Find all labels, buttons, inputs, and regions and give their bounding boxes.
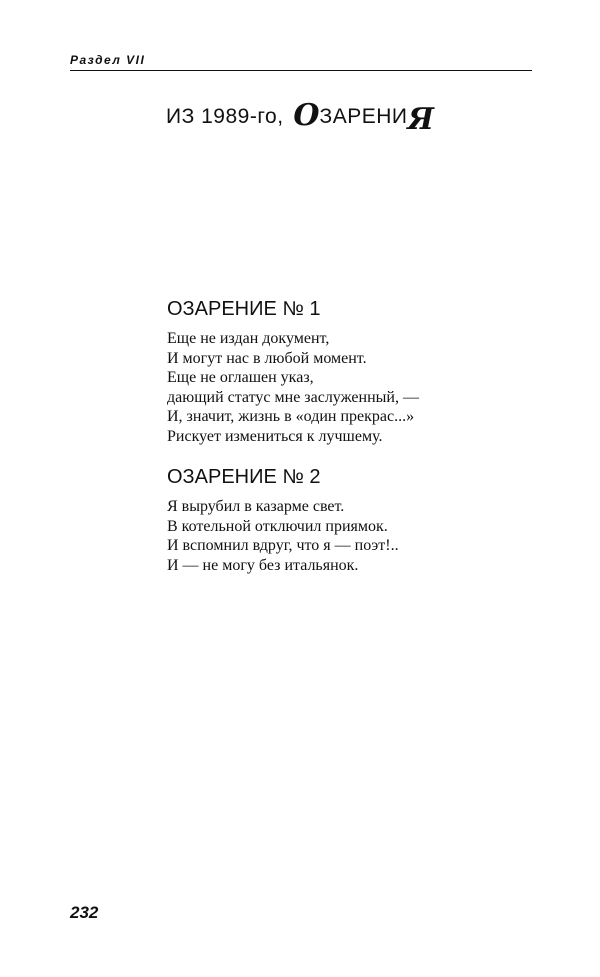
poem-title: ОЗАРЕНИЕ № 2 [167, 466, 321, 488]
chapter-title-final: Я [407, 102, 434, 137]
poem-line: Я вырубил в казарме свет. [167, 498, 345, 515]
poem-lines [167, 329, 547, 446]
poem-title: ОЗАРЕНИЕ № 1 [167, 298, 321, 320]
running-head: Раздел VII [70, 53, 146, 67]
chapter-title-prefix: ИЗ 1989-го, [166, 105, 284, 128]
poem-line: И вспомнил вдруг, что я — поэт!.. [167, 537, 399, 554]
poem-lines [167, 497, 547, 575]
chapter-title-middle: ЗАРЕНИ [319, 105, 408, 128]
poem-line: Еще не издан документ, [167, 330, 330, 347]
poem-line: Еще не оглашен указ, [167, 369, 314, 386]
poem-line: И — не могу без итальянок. [167, 556, 359, 574]
poem-line: И, значит, жизнь в «один прекрас...» [167, 408, 415, 425]
poem-2 [167, 466, 547, 575]
chapter-title-initial: О [293, 98, 320, 133]
poem-line: В котельной отключил приямок. [167, 517, 388, 535]
poem-1 [167, 298, 547, 446]
poem-line: Рискует измениться к лучшему. [167, 427, 383, 445]
chapter-title [0, 98, 600, 137]
poem-line: дающий статус мне заслуженный, — [167, 388, 419, 406]
header-rule [70, 70, 532, 71]
page-number: 232 [70, 903, 99, 922]
poem-line: И могут нас в любой момент. [167, 349, 367, 367]
